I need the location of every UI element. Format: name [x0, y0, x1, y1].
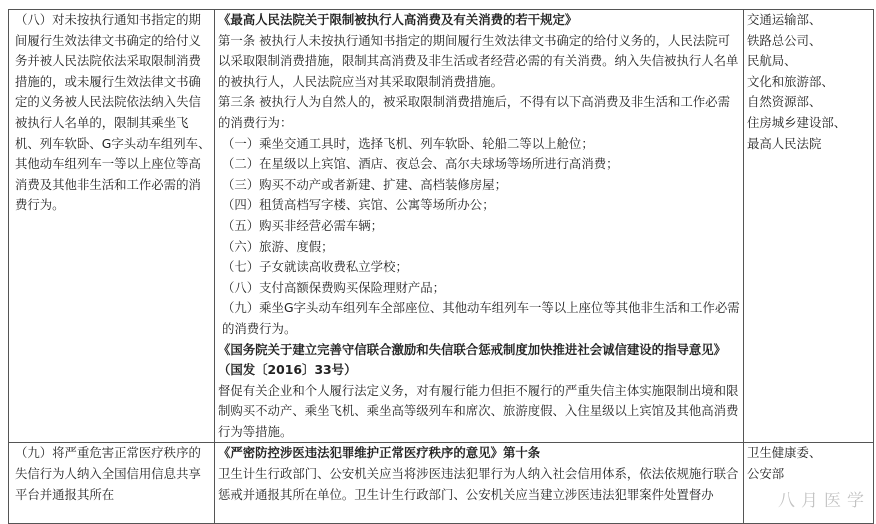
- department-name: 卫生健康委、: [747, 445, 822, 461]
- legal-basis-cell: [215, 10, 744, 443]
- basis-paragraph: 第三条 被执行人为自然人的，被采取限制消费措施后，不得有以下高消费及非生活和工作必需的消费行为：: [218, 94, 730, 130]
- basis-title: 《最高人民法院关于限制被执行人高消费及有关消费的若干规定》: [218, 12, 578, 27]
- basis-list-item: （七）子女就读高收费私立学校；: [222, 259, 408, 275]
- department-name: 自然资源部、: [747, 94, 822, 110]
- basis-paragraph: 卫生计生行政部门、公安机关应当将涉医违法犯罪行为人纳入社会信用体系，依法依规施行联合惩戒并通报其所在单位。卫生计生行政部门、公安机关应当建立涉医违法犯罪案件处置督办: [218, 466, 739, 502]
- measure-cell: [9, 443, 215, 524]
- basis-list-item: （五）购买非经营必需车辆；: [222, 217, 384, 233]
- basis-list-item: （三）购买不动产或者新建、扩建、高档装修房屋；: [222, 176, 507, 192]
- department-name: 民航局、: [747, 53, 797, 69]
- departments-cell: [744, 10, 874, 443]
- measures-table: [8, 9, 874, 524]
- department-name: 文化和旅游部、: [747, 73, 834, 89]
- basis-title: 《国务院关于建立完善守信联合激励和失信联合惩戒制度加快推进社会诚信建设的指导意见》（国发〔2016〕33号）: [218, 341, 727, 378]
- basis-list-item: （四）租赁高档写字楼、宾馆、公寓等场所办公；: [222, 197, 495, 213]
- basis-list-item: （九）乘坐G字头动车组列车全部座位、其他动车组列车一等以上座位等其他非生活和工作必需的消费行为。: [222, 300, 740, 336]
- basis-title: 《严密防控涉医违法犯罪维护正常医疗秩序的意见》第十条: [218, 445, 541, 461]
- legal-basis-cell: [215, 443, 744, 524]
- basis-list-item: （二）在星级以上宾馆、酒店、夜总会、高尔夫球场等场所进行高消费；: [222, 156, 619, 172]
- department-name: 交通运输部、: [747, 12, 822, 27]
- table-row: [9, 443, 874, 524]
- measure-text: （八）对未按执行通知书指定的期间履行生效法律文书确定的给付义务并被人民法院依法采取限制消费措施的，或未履行生效法律文书确定的义务被人民法院依法纳入失信被执行人名单的，限制其乘坐飞机、列车软卧、G字头动车组列车、其他动车组列车一等以上座位等高消费及其他非生活和工作必需的消费行为。: [15, 12, 211, 213]
- department-name: 铁路总公司、: [747, 32, 822, 48]
- department-name: 住房城乡建设部、: [747, 114, 847, 130]
- measure-text: （九）将严重危害正常医疗秩序的失信行为人纳入全国信用信息共享平台并通报其所在: [15, 445, 201, 502]
- table-row: [9, 10, 874, 443]
- basis-list-item: （一）乘坐交通工具时，选择飞机、列车软卧、轮船二等以上舱位；: [222, 135, 594, 151]
- basis-list-item: （八）支付高额保费购买保险理财产品；: [222, 279, 446, 295]
- watermark: 八月医学: [778, 491, 870, 511]
- basis-list-item: （六）旅游、度假；: [222, 238, 334, 254]
- basis-paragraph: 第一条 被执行人未按执行通知书指定的期间履行生效法律文书确定的给付义务的，人民法院可以采取限制消费措施，限制其高消费及非生活或者经营必需的有关消费。纳入失信被执行人名单的被执行人，人民法院应当对其采取限制消费措施。: [218, 32, 739, 89]
- department-name: 公安部: [747, 466, 785, 482]
- basis-paragraph: 督促有关企业和个人履行法定义务，对有履行能力但拒不履行的严重失信主体实施限制出境和限制购买不动产、乘坐飞机、乘坐高等级列车和席次、旅游度假、入住星级以上宾馆及其他高消费行为等措施。: [218, 382, 739, 439]
- department-name: 最高人民法院: [747, 135, 822, 151]
- measure-cell: [9, 10, 215, 443]
- departments-cell: [744, 443, 874, 524]
